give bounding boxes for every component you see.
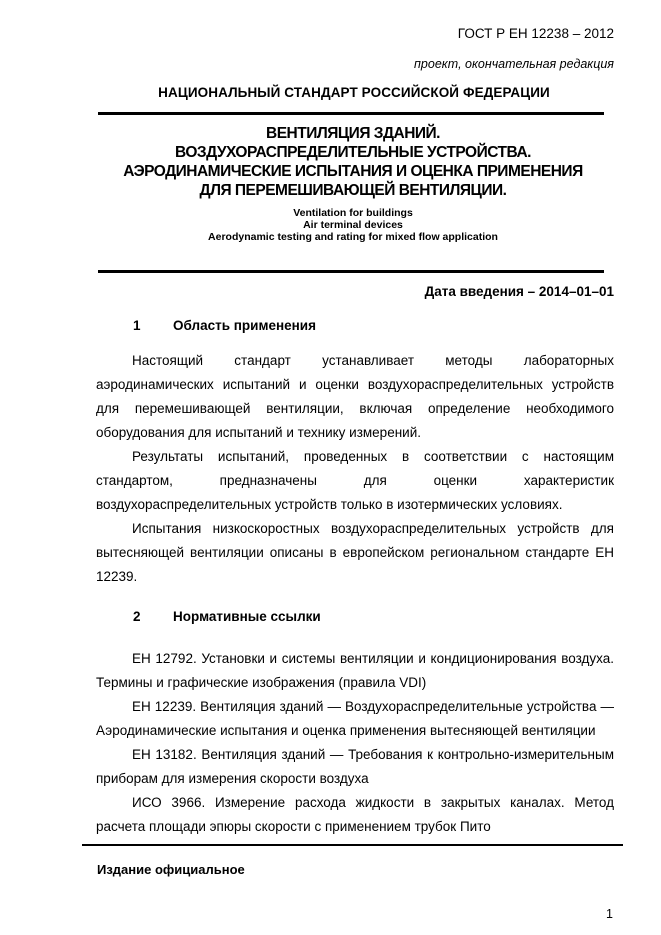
subtitle-line: Air terminal devices <box>303 219 403 231</box>
paragraph: Результаты испытаний, проведенных в соответствии с настоящим стандартом, предназначены для оценки характеристик воздухораспределительных устройств только в изотермических условиях. <box>96 449 614 512</box>
page-number: 1 <box>606 907 613 921</box>
title-line: ВЕНТИЛЯЦИЯ ЗДАНИЙ. <box>266 125 440 142</box>
reference-entry: ЕН 12239. Вентиляция зданий — Воздухораспределительные устройства — Аэродинамические испытания и оценка применения вытесняющей вентиляции <box>96 699 614 738</box>
section-title: Нормативные ссылки <box>173 609 321 624</box>
paragraph: Испытания низкоскоростных воздухораспределительных устройств для вытесняющей вентиляции описаны в европейском региональном стандарте ЕН 12239. <box>96 521 614 584</box>
reference-entry: ЕН 12792. Установки и системы вентиляции и кондиционирования воздуха. Термины и графические изображения (правила VDI) <box>96 651 614 690</box>
effective-date: Дата введения – 2014–01–01 <box>424 284 614 299</box>
reference-entry: ИСО 3966. Измерение расхода жидкости в закрытых каналах. Метод расчета площади эпюры скорости с применением трубок Пито <box>96 795 614 834</box>
footer-divider <box>82 844 623 846</box>
official-edition-label: Издание официальное <box>97 862 245 877</box>
section-number: 2 <box>133 609 141 624</box>
title-line: ВОЗДУХОРАСПРЕДЕЛИТЕЛЬНЫЕ УСТРОЙСТВА. <box>175 144 531 161</box>
section-body-scope <box>96 349 614 589</box>
document-title-ru <box>100 124 606 200</box>
edition-note: проект, окончательная редакция <box>414 57 614 71</box>
paragraph: Настоящий стандарт устанавливает методы лабораторных аэродинамических испытаний и оценки воздухораспределительных устройств для перемешивающей вентиляции, включая определение необходимого оборудования для испытаний и технику измерений. <box>96 353 614 440</box>
title-line: АЭРОДИНАМИЧЕСКИЕ ИСПЫТАНИЯ И ОЦЕНКА ПРИМЕНЕНИЯ <box>123 163 583 180</box>
national-standard-heading: НАЦИОНАЛЬНЫЙ СТАНДАРТ РОССИЙСКОЙ ФЕДЕРАЦИИ <box>158 85 550 100</box>
title-line: ДЛЯ ПЕРЕМЕШИВАЮЩЕЙ ВЕНТИЛЯЦИИ. <box>199 182 507 199</box>
title-divider <box>98 270 604 273</box>
subtitle-line: Aerodynamic testing and rating for mixed flow application <box>208 231 498 243</box>
document-code: ГОСТ Р ЕН 12238 – 2012 <box>457 26 614 41</box>
section-body-references <box>96 647 614 839</box>
document-title-en <box>100 207 606 243</box>
section-title: Область применения <box>173 318 316 333</box>
subtitle-line: Ventilation for buildings <box>293 207 413 219</box>
reference-entry: ЕН 13182. Вентиляция зданий — Требования к контрольно-измерительным приборам для измерения скорости воздуха <box>96 747 614 786</box>
section-number: 1 <box>133 318 141 333</box>
top-divider <box>98 112 604 115</box>
